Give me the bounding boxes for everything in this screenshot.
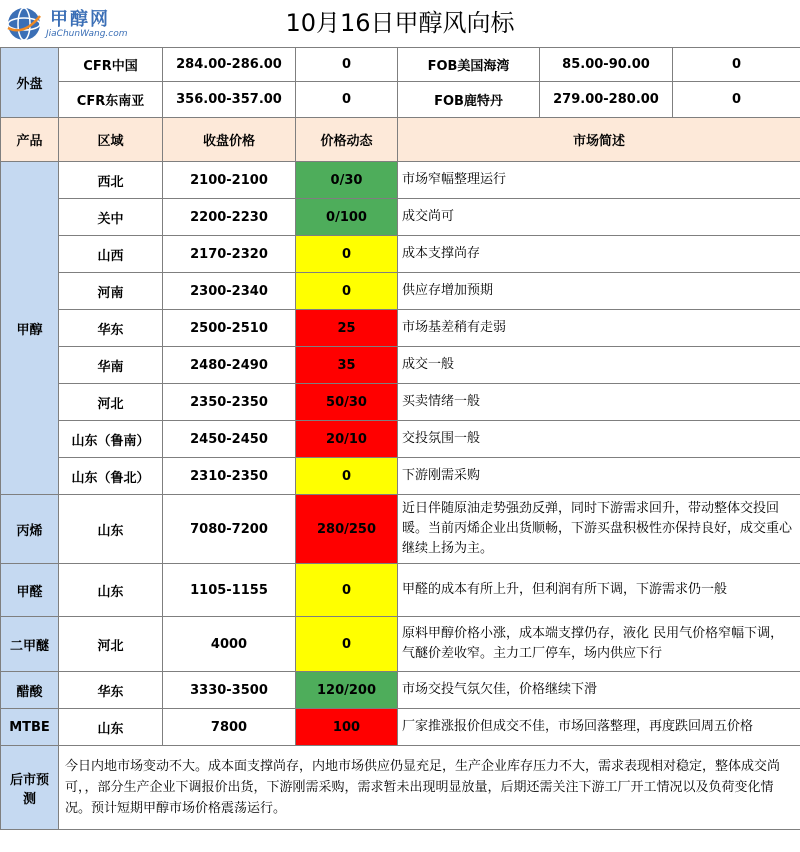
- price-table: [0, 47, 800, 830]
- change-cell: 0: [296, 273, 398, 310]
- change-cell: 0/30: [296, 162, 398, 199]
- summary-cell: 甲醛的成本有所上升，但利润有所下调，下游需求仍一般: [398, 564, 800, 617]
- external-price: 356.00-357.00: [163, 82, 296, 118]
- price-cell: 7080-7200: [163, 495, 296, 564]
- header-summary: 市场简述: [398, 118, 800, 162]
- external-change: 0: [673, 48, 800, 82]
- header-region: 区域: [59, 118, 163, 162]
- change-cell: 0: [296, 617, 398, 672]
- product-cell: 甲醛: [1, 564, 59, 617]
- change-cell: 0: [296, 236, 398, 273]
- external-change: 0: [296, 82, 398, 118]
- external-row: [1, 82, 800, 118]
- header-product: 产品: [1, 118, 59, 162]
- price-cell: 2450-2450: [163, 421, 296, 458]
- region-cell: 河北: [59, 617, 163, 672]
- external-change: 0: [296, 48, 398, 82]
- product-row: [1, 672, 800, 709]
- external-name: FOB鹿特丹: [398, 82, 540, 118]
- region-cell: 华东: [59, 672, 163, 709]
- header: [0, 0, 800, 48]
- price-cell: 2200-2230: [163, 199, 296, 236]
- methanol-row: [1, 384, 800, 421]
- price-cell: 2170-2320: [163, 236, 296, 273]
- change-cell: 280/250: [296, 495, 398, 564]
- change-cell: 0: [296, 564, 398, 617]
- summary-cell: 成本支撑尚存: [398, 236, 800, 273]
- price-cell: 1105-1155: [163, 564, 296, 617]
- region-cell: 西北: [59, 162, 163, 199]
- product-row: [1, 617, 800, 672]
- product-cell: 甲醇: [1, 162, 59, 495]
- summary-cell: 近日伴随原油走势强劲反弹，同时下游需求回升，带动整体交投回暖。当前丙烯企业出货顺畅，下游买盘积极性亦保持良好，成交重心继续上扬为主。: [398, 495, 800, 564]
- product-cell: 丙烯: [1, 495, 59, 564]
- summary-cell: 市场基差稍有走弱: [398, 310, 800, 347]
- external-name: CFR东南亚: [59, 82, 163, 118]
- change-cell: 50/30: [296, 384, 398, 421]
- header-change: 价格动态: [296, 118, 398, 162]
- product-cell: 醋酸: [1, 672, 59, 709]
- external-row: [1, 48, 800, 82]
- change-cell: 100: [296, 709, 398, 746]
- product-cell: 二甲醚: [1, 617, 59, 672]
- region-cell: 河北: [59, 384, 163, 421]
- price-cell: 2480-2490: [163, 347, 296, 384]
- page-title: 10月16日甲醇风向标: [285, 9, 515, 37]
- external-price: 85.00-90.00: [540, 48, 673, 82]
- region-cell: 山东（鲁北）: [59, 458, 163, 495]
- external-label: 外盘: [1, 48, 59, 118]
- external-name: CFR中国: [59, 48, 163, 82]
- change-cell: 0: [296, 458, 398, 495]
- summary-cell: 交投氛围一般: [398, 421, 800, 458]
- region-cell: 山西: [59, 236, 163, 273]
- change-cell: 35: [296, 347, 398, 384]
- summary-cell: 买卖情绪一般: [398, 384, 800, 421]
- region-cell: 山东: [59, 564, 163, 617]
- methanol-row: [1, 273, 800, 310]
- price-cell: 2300-2340: [163, 273, 296, 310]
- methanol-row: [1, 310, 800, 347]
- summary-cell: 成交一般: [398, 347, 800, 384]
- logo-url: JiaChunWang.com: [46, 29, 128, 39]
- region-cell: 华东: [59, 310, 163, 347]
- summary-cell: 供应存增加预期: [398, 273, 800, 310]
- header-price: 收盘价格: [163, 118, 296, 162]
- summary-cell: 成交尚可: [398, 199, 800, 236]
- change-cell: 25: [296, 310, 398, 347]
- price-cell: 3330-3500: [163, 672, 296, 709]
- external-price: 279.00-280.00: [540, 82, 673, 118]
- column-header-row: [1, 118, 800, 162]
- methanol-row: [1, 162, 800, 199]
- price-cell: 4000: [163, 617, 296, 672]
- summary-cell: 市场窄幅整理运行: [398, 162, 800, 199]
- region-cell: 河南: [59, 273, 163, 310]
- methanol-row: [1, 458, 800, 495]
- external-name: FOB美国海湾: [398, 48, 540, 82]
- price-cell: 2350-2350: [163, 384, 296, 421]
- price-cell: 2100-2100: [163, 162, 296, 199]
- methanol-row: [1, 421, 800, 458]
- summary-cell: 原料甲醇价格小涨，成本端支撑仍存，液化 民用气价格窄幅下调，气醚价差收窄。主力工厂停车，场内供应下行: [398, 617, 800, 672]
- region-cell: 关中: [59, 199, 163, 236]
- external-price: 284.00-286.00: [163, 48, 296, 82]
- logo-name: 甲醇网: [50, 9, 110, 30]
- methanol-row: [1, 347, 800, 384]
- summary-cell: 下游刚需采购: [398, 458, 800, 495]
- forecast-label: 后市预测: [1, 746, 59, 830]
- change-cell: 20/10: [296, 421, 398, 458]
- forecast-row: [1, 746, 800, 830]
- forecast-text: 今日内地市场变动不大。成本面支撑尚存，内地市场供应仍显充足，生产企业库存压力不大，需求表现相对稳定，整体成交尚可，，部分生产企业下调报价出货，下游刚需采购，需求暂未出现明显放量，后期还需关注下游工厂开工情况以及负荷变化情况。预计短期甲醇市场价格震荡运行。: [59, 746, 800, 830]
- region-cell: 山东: [59, 709, 163, 746]
- summary-cell: 厂家推涨报价但成交不佳，市场回落整理，再度跌回周五价格: [398, 709, 800, 746]
- change-cell: 0/100: [296, 199, 398, 236]
- product-cell: MTBE: [1, 709, 59, 746]
- methanol-row: [1, 199, 800, 236]
- region-cell: 山东: [59, 495, 163, 564]
- price-cell: 7800: [163, 709, 296, 746]
- region-cell: 山东（鲁南）: [59, 421, 163, 458]
- product-row: [1, 564, 800, 617]
- price-cell: 2500-2510: [163, 310, 296, 347]
- external-change: 0: [673, 82, 800, 118]
- methanol-row: [1, 236, 800, 273]
- region-cell: 华南: [59, 347, 163, 384]
- product-row: [1, 495, 800, 564]
- change-cell: 120/200: [296, 672, 398, 709]
- summary-cell: 市场交投气氛欠佳，价格继续下滑: [398, 672, 800, 709]
- product-row: [1, 709, 800, 746]
- price-cell: 2310-2350: [163, 458, 296, 495]
